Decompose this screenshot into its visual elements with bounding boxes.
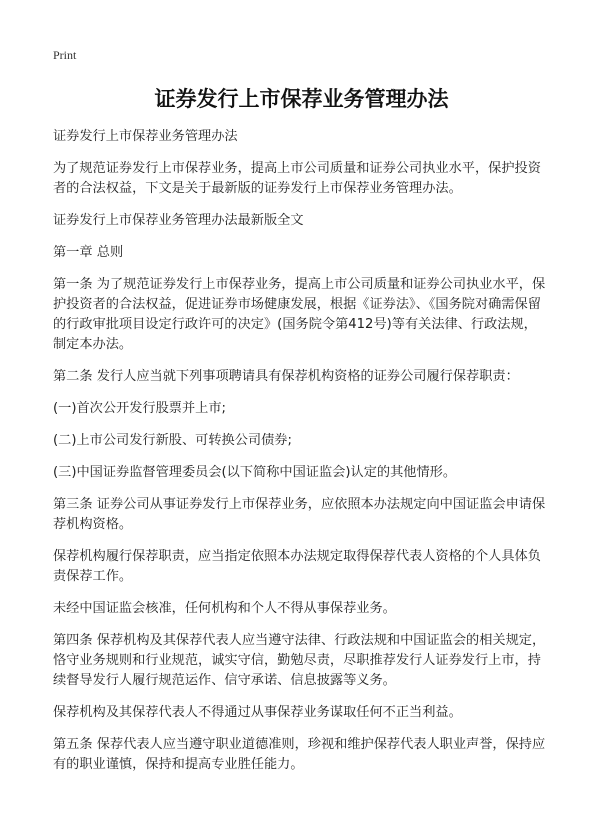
paragraph-fulltext-heading: 证券发行上市保荐业务管理办法最新版全文	[53, 213, 304, 228]
article-2-item-2: (二)上市公司发行新股、可转换公司债券;	[53, 433, 292, 448]
article-2-item-3: (三)中国证券监督管理委员会(以下简称中国证监会)认定的其他情形。	[53, 465, 457, 480]
paragraph-subtitle: 证券发行上市保荐业务管理办法	[53, 129, 238, 144]
article-2: 第二条 发行人应当就下列事项聘请具有保荐机构资格的证券公司履行保荐职责：	[53, 369, 519, 384]
article-1: 第一条 为了规范证券发行上市保荐业务，提高上市公司质量和证券公司执业水平，保护投资者的合法权益，促进证券市场健康发展，根据《证券法》、《国务院对确需保留的行政审批项目设定行政许可的决定》(国务院令第412号)等有关法律、行政法规，制定本办法。	[53, 277, 546, 352]
chapter-heading: 第一章 总则	[53, 245, 124, 260]
article-4: 第四条 保荐机构及其保荐代表人应当遵守法律、行政法规和中国证监会的相关规定，恪守业务规则和行业规范，诚实守信，勤勉尽责，尽职推荐发行人证券发行上市，持续督导发行人履行规范运作、信守承诺、信息披露等义务。	[53, 633, 546, 688]
paragraph-intro: 为了规范证券发行上市保荐业务，提高上市公司质量和证券公司执业水平，保护投资者的合法权益，下文是关于最新版的证券发行上市保荐业务管理办法。	[53, 161, 541, 196]
print-link[interactable]: Print	[53, 48, 77, 62]
document-body	[53, 127, 550, 775]
document-title: 证券发行上市保荐业务管理办法	[154, 87, 449, 111]
article-5: 第五条 保荐代表人应当遵守职业道德准则，珍视和维护保荐代表人职业声誉，保持应有的职业谨慎，保持和提高专业胜任能力。	[53, 737, 546, 772]
article-2-item-1: (一)首次公开发行股票并上市;	[53, 401, 226, 416]
article-3-paragraph-3: 未经中国证监会核准，任何机构和个人不得从事保荐业务。	[53, 601, 396, 616]
article-3: 第三条 证券公司从事证券发行上市保荐业务，应依照本办法规定向中国证监会申请保荐机构资格。	[53, 497, 546, 532]
article-3-paragraph-2: 保荐机构履行保荐职责，应当指定依照本办法规定取得保荐代表人资格的个人具体负责保荐工作。	[53, 549, 541, 584]
article-4-paragraph-2: 保荐机构及其保荐代表人不得通过从事保荐业务谋取任何不正当利益。	[53, 705, 462, 720]
